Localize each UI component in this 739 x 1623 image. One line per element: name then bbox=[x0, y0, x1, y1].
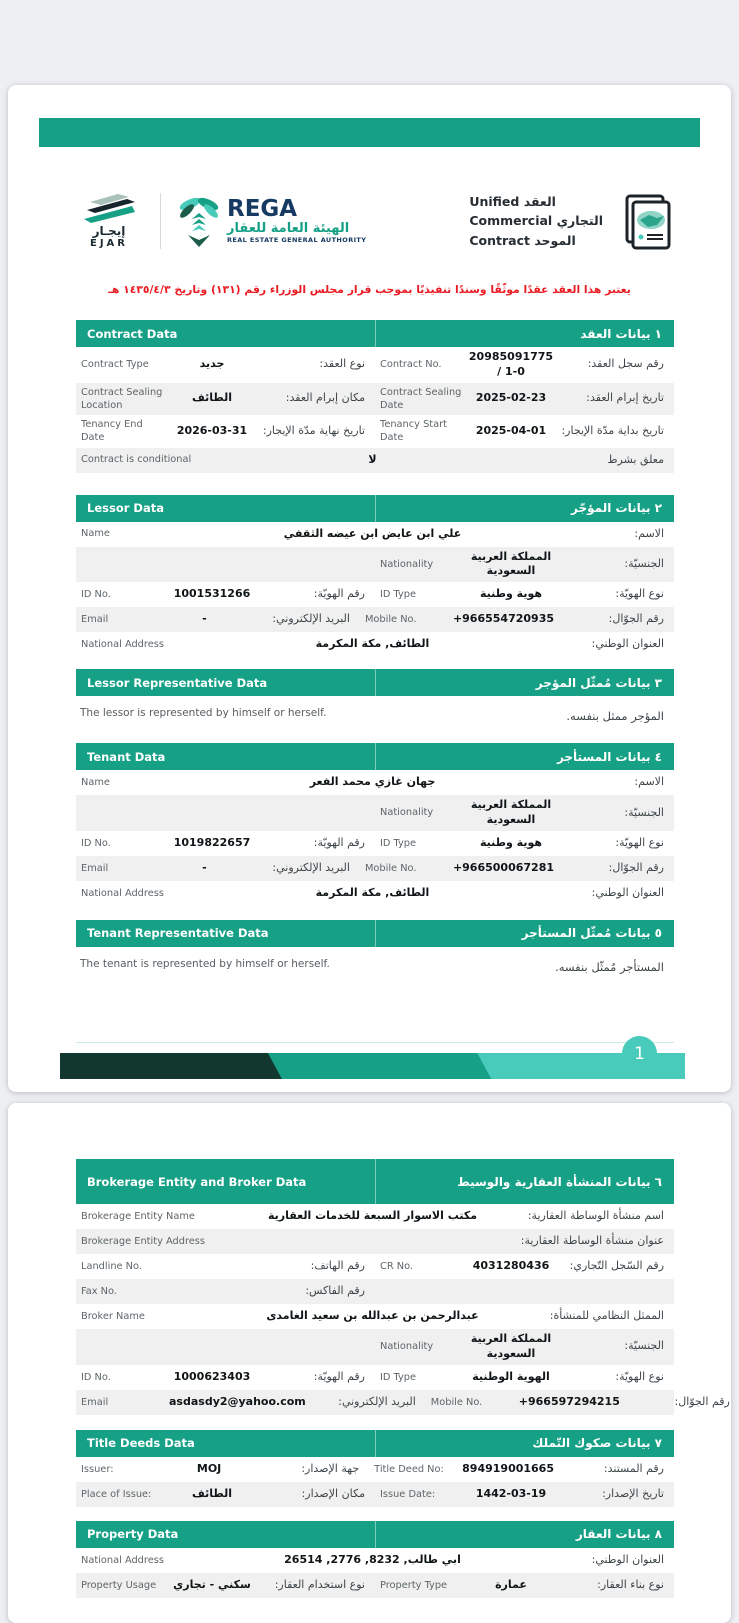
field-value: المملكة العربية السعودية bbox=[470, 798, 552, 827]
section-title-ar: ٥ بيانات مُمثّل المستأجر bbox=[521, 926, 662, 941]
representative-note-en: The tenant is represented by himself or herself. bbox=[80, 957, 330, 970]
field-label-ar: رقم المستند: bbox=[603, 1461, 664, 1475]
field-label-ar: البريد الإلكتروني: bbox=[272, 861, 350, 875]
field-value: 1000623403 bbox=[173, 1369, 251, 1383]
field-value: 1442-03-19 bbox=[475, 1486, 547, 1500]
table-row bbox=[76, 347, 674, 383]
field-label-ar: رقم الجوّال: bbox=[608, 612, 664, 626]
section-lessor-representative bbox=[76, 669, 674, 735]
field-label-en: Contract Type bbox=[81, 359, 149, 371]
field-label-en: CR No. bbox=[380, 1260, 414, 1272]
table-row bbox=[76, 607, 674, 632]
field-value: - bbox=[202, 861, 207, 875]
field-label-en: ID No. bbox=[81, 837, 111, 849]
section-title-en: Lessor Data bbox=[87, 501, 164, 516]
table-row bbox=[76, 547, 674, 583]
field-value: هوية وطنية bbox=[479, 587, 542, 601]
field-label-ar: مكان إبرام العقد: bbox=[285, 391, 365, 405]
field-label-ar: رقم السّجل التّجاري: bbox=[569, 1259, 664, 1273]
field-label-en: ID No. bbox=[81, 589, 111, 601]
ejar-logo-english: EJAR bbox=[90, 238, 128, 249]
field-label-ar: رقم الهويّة: bbox=[313, 587, 365, 601]
field-label-ar: رقم الهاتف: bbox=[310, 1259, 365, 1273]
contract-page-1 bbox=[8, 85, 731, 1092]
table-row bbox=[76, 795, 674, 831]
contract-page-2 bbox=[8, 1103, 731, 1623]
section-title-ar: ٦ بيانات المنشأة العقارية والوسيط bbox=[457, 1174, 662, 1189]
section-tenant-data bbox=[76, 743, 674, 906]
field-label-ar: اسم منشأة الوساطة العقارية: bbox=[527, 1209, 664, 1223]
section-contract-data bbox=[76, 320, 674, 473]
field-value bbox=[231, 1239, 514, 1245]
field-label-en: ID Type bbox=[380, 837, 417, 849]
field-label-ar: العنوان الوطني: bbox=[591, 1552, 664, 1566]
field-label-en: Mobile No. bbox=[430, 1396, 483, 1408]
table-row bbox=[76, 415, 674, 447]
contract-handshake-icon bbox=[613, 190, 675, 252]
top-accent-bar bbox=[39, 118, 700, 147]
table-row bbox=[76, 1204, 674, 1229]
field-value: 894919001665 bbox=[462, 1461, 554, 1475]
field-label-ar: الاسم: bbox=[634, 526, 664, 540]
title-line1-ar: العقد bbox=[523, 193, 556, 209]
field-value: 2025-02-23 bbox=[475, 391, 547, 405]
field-label-en: Title Deed No: bbox=[374, 1463, 444, 1475]
table-row bbox=[76, 1457, 674, 1482]
table-row bbox=[76, 1390, 730, 1415]
field-label-ar: رقم الجوّال: bbox=[608, 861, 664, 875]
field-value: +966554720935 bbox=[452, 612, 554, 626]
field-label-ar: معلق بشرط bbox=[607, 452, 664, 466]
field-label-ar: البريد الإلكتروني: bbox=[338, 1394, 416, 1408]
section-header bbox=[76, 320, 674, 347]
field-label-ar: العنوان الوطني: bbox=[591, 886, 664, 900]
field-value: جهان غازي محمد الفعر bbox=[309, 775, 436, 789]
field-value: الطائف bbox=[192, 391, 232, 405]
ejar-logo bbox=[74, 193, 144, 249]
field-value: asdasdy2@yahoo.com bbox=[169, 1394, 306, 1408]
field-value: 20985091775 / 1-0 bbox=[468, 350, 554, 378]
document-header bbox=[74, 183, 675, 259]
field-label-en: Mobile No. bbox=[364, 614, 417, 626]
field-label-en: ID Type bbox=[380, 1371, 417, 1383]
section-title-ar: ٣ بيانات مُمثّل المؤجر bbox=[535, 675, 662, 690]
field-value: - bbox=[202, 612, 207, 626]
section-title-en: Title Deeds Data bbox=[87, 1436, 195, 1451]
field-value: +966597294215 bbox=[518, 1394, 620, 1408]
field-value: 2026-03-31 bbox=[176, 423, 248, 437]
table-row bbox=[76, 856, 674, 881]
field-label-en: Place of Issue: bbox=[81, 1488, 152, 1500]
table-row bbox=[76, 1548, 674, 1573]
section-header bbox=[76, 495, 674, 522]
field-value: 1001531266 bbox=[173, 587, 251, 601]
section-property-data bbox=[76, 1521, 674, 1598]
section-title-en: Tenant Representative Data bbox=[87, 926, 269, 941]
field-label-en: Email bbox=[81, 1396, 109, 1408]
field-value: هوية وطنية bbox=[479, 836, 542, 850]
section-header bbox=[76, 1159, 674, 1204]
field-label-ar: الجنسيّة: bbox=[624, 556, 664, 570]
rega-english-subtitle: REAL ESTATE GENERAL AUTHORITY bbox=[227, 236, 367, 245]
field-value: مكتب الاسوار السبعة للخدمات العقارية bbox=[267, 1209, 478, 1223]
table-row bbox=[76, 1365, 674, 1390]
table-row bbox=[76, 1482, 674, 1507]
table-row bbox=[76, 522, 674, 547]
field-label-en: National Address bbox=[81, 639, 164, 651]
table-row bbox=[76, 831, 674, 856]
field-label-ar: الاسم: bbox=[634, 775, 664, 789]
field-label-en: National Address bbox=[81, 887, 164, 899]
field-label-ar: مكان الإصدار: bbox=[301, 1486, 365, 1500]
field-value: عمارة bbox=[495, 1577, 527, 1591]
field-label-ar: الجنسيّة: bbox=[624, 805, 664, 819]
field-label-en: Fax No. bbox=[81, 1285, 117, 1297]
field-value: لا bbox=[368, 452, 377, 466]
rega-name: REGA bbox=[227, 195, 298, 222]
field-label-en: National Address bbox=[81, 1554, 164, 1566]
contract-title-block bbox=[469, 190, 675, 252]
field-label-ar: تاريخ نهاية مدّة الإيجار: bbox=[262, 423, 365, 437]
table-row bbox=[76, 1254, 674, 1279]
section-header bbox=[76, 669, 674, 696]
rega-logo-text bbox=[227, 195, 367, 245]
ejar-logo-arabic: إيجـار bbox=[92, 224, 126, 238]
field-label-ar: الجنسيّة: bbox=[624, 1339, 664, 1353]
field-value: 4031280436 bbox=[472, 1259, 550, 1273]
field-label-ar: تاريخ الإصدار: bbox=[602, 1486, 664, 1500]
table-row bbox=[76, 1573, 674, 1598]
rega-logo bbox=[177, 195, 366, 247]
field-label-ar: رقم الجوّال: bbox=[674, 1394, 730, 1408]
field-value: +966500067281 bbox=[452, 861, 554, 875]
field-label-en: Contract No. bbox=[380, 359, 442, 371]
field-value: علي ابن عايض ابن عيضه الثقفي bbox=[283, 526, 462, 540]
field-label-ar: العنوان الوطني: bbox=[591, 637, 664, 651]
title-line3-en: Contract bbox=[469, 232, 530, 248]
table-row bbox=[76, 448, 674, 473]
field-label-en: Contract Sealing Date bbox=[380, 386, 462, 411]
field-label-en: Nationality bbox=[380, 807, 434, 819]
field-label-ar: البريد الإلكتروني: bbox=[272, 612, 350, 626]
table-row bbox=[76, 1304, 674, 1329]
section-title-en: Tenant Data bbox=[87, 749, 166, 764]
field-value: ابي طالب, 8232, 2776, 26514 bbox=[284, 1552, 461, 1566]
section-header bbox=[76, 743, 674, 770]
field-label-en: Broker Name bbox=[81, 1310, 145, 1322]
field-label-en: Tenancy Start Date bbox=[380, 419, 447, 444]
field-label-ar: نوع بناء العقار: bbox=[597, 1577, 664, 1591]
footer-segment-dark bbox=[60, 1053, 282, 1079]
section-title-ar: ١ بيانات العقد bbox=[580, 326, 662, 341]
title-line2-ar: التجاري bbox=[556, 213, 603, 229]
field-label-en: Landline No. bbox=[81, 1260, 142, 1272]
field-label-en: Tenancy End Date bbox=[81, 419, 143, 444]
section-header bbox=[76, 1521, 674, 1548]
table-row bbox=[76, 881, 674, 906]
field-value: الطائف, مكة المكرمة bbox=[315, 886, 430, 900]
field-label-ar: تاريخ إبرام العقد: bbox=[586, 391, 664, 405]
table-row bbox=[76, 383, 674, 415]
table-row bbox=[76, 632, 674, 657]
field-label-en: Name bbox=[81, 777, 110, 789]
representative-note-en: The lessor is represented by himself or herself. bbox=[80, 707, 327, 720]
section-brokerage-data bbox=[76, 1159, 730, 1415]
field-value: 2025-04-01 bbox=[475, 423, 547, 437]
section-title-ar: ٧ بيانات صكوك التّملك bbox=[532, 1436, 662, 1451]
field-label-ar: رقم سجل العقد: bbox=[587, 357, 664, 371]
section-title-en: Property Data bbox=[87, 1527, 179, 1542]
field-label-en: Name bbox=[81, 528, 110, 540]
field-label-ar: الممثل النظامي للمنشأة: bbox=[549, 1309, 664, 1323]
title-line1-en: Unified bbox=[469, 193, 520, 209]
table-row bbox=[76, 1229, 674, 1254]
field-value: 1019822657 bbox=[173, 836, 251, 850]
field-label-en: Brokerage Entity Address bbox=[81, 1235, 206, 1247]
section-title-ar: ٢ بيانات المؤجّر bbox=[571, 501, 662, 516]
field-label-en: Nationality bbox=[380, 558, 434, 570]
title-line2-en: Commercial bbox=[469, 213, 553, 229]
field-label-ar: رقم الهويّة: bbox=[313, 836, 365, 850]
field-value: عبدالرحمن بن عبدالله بن سعيد الغامدى bbox=[266, 1309, 479, 1323]
section-header bbox=[76, 920, 674, 947]
field-label-en: Property Type bbox=[380, 1579, 448, 1591]
field-value: جديد bbox=[199, 357, 225, 371]
field-label-en: Email bbox=[81, 862, 109, 874]
section-title-ar: ٨ بيانات العقار bbox=[575, 1527, 662, 1542]
section-header bbox=[76, 1430, 674, 1457]
field-label-ar: رقم الفاكس: bbox=[305, 1284, 365, 1298]
field-label-en: Property Usage bbox=[81, 1579, 157, 1591]
field-label-ar: نوع العقد: bbox=[319, 357, 365, 371]
table-row bbox=[76, 770, 674, 795]
section-title-en: Lessor Representative Data bbox=[87, 675, 268, 690]
field-value: سكني - تجاري bbox=[173, 1577, 251, 1591]
field-label-ar: نوع استخدام العقار: bbox=[274, 1577, 365, 1591]
rega-arabic-name: الهيئة العامة للعقار bbox=[227, 220, 350, 236]
footer-divider bbox=[76, 1042, 674, 1043]
representative-note bbox=[76, 696, 674, 735]
field-label-en: ID No. bbox=[81, 1371, 111, 1383]
field-label-en: Brokerage Entity Name bbox=[81, 1210, 195, 1222]
field-label-ar: نوع الهويّة: bbox=[615, 587, 664, 601]
representative-note bbox=[76, 947, 674, 986]
field-label-ar: تاريخ بداية مدّة الإيجار: bbox=[561, 423, 664, 437]
field-value: الطائف, مكة المكرمة bbox=[315, 637, 430, 651]
title-line3-ar: الموحد bbox=[534, 232, 576, 248]
field-label-en: Issuer: bbox=[81, 1463, 114, 1475]
legal-notice: يعتبر هذا العقد عقدًا موثّقًا وسندًا تنفيذيًا بموجب قرار مجلس الوزراء رقم (١٣١) وتاريخ ١٤٣٥/٤/٣ هـ bbox=[108, 283, 631, 296]
field-label-ar: نوع الهويّة: bbox=[615, 1369, 664, 1383]
table-row bbox=[76, 1329, 674, 1365]
section-title-en: Contract Data bbox=[87, 326, 178, 341]
field-value bbox=[167, 1264, 257, 1270]
palm-tree-icon bbox=[177, 195, 221, 247]
field-label-ar: نوع الهويّة: bbox=[615, 836, 664, 850]
field-label-ar: رقم الهويّة: bbox=[313, 1369, 365, 1383]
field-label-en: Contract is conditional bbox=[81, 454, 192, 466]
field-label-en: Contract Sealing Location bbox=[81, 386, 163, 411]
section-title-en: Brokerage Entity and Broker Data bbox=[87, 1174, 307, 1189]
field-label-en: Mobile No. bbox=[364, 862, 417, 874]
contract-title-text bbox=[469, 192, 603, 250]
ejar-logo-icon bbox=[82, 193, 136, 223]
section-tenant-representative bbox=[76, 920, 674, 986]
field-value: المملكة العربية السعودية bbox=[470, 1332, 552, 1360]
section-lessor-data bbox=[76, 495, 674, 658]
field-label-en: Email bbox=[81, 614, 109, 626]
field-label-ar: جهة الإصدار: bbox=[301, 1461, 360, 1475]
logo-divider bbox=[160, 193, 161, 249]
field-value: الهوية الوطنية bbox=[472, 1369, 550, 1383]
field-value: الطائف bbox=[192, 1486, 232, 1500]
field-label-ar: عنوان منشأة الوساطة العقارية: bbox=[520, 1234, 664, 1248]
representative-note-ar: المستأجر مُمثّل بنفسه. bbox=[555, 959, 664, 974]
field-label-en: Issue Date: bbox=[380, 1488, 436, 1500]
page-number-badge: 1 bbox=[622, 1036, 657, 1071]
section-title-ar: ٤ بيانات المستأجر bbox=[556, 749, 662, 764]
page-footer-bar bbox=[60, 1043, 685, 1079]
field-value: المملكة العربية السعودية bbox=[470, 549, 552, 578]
field-label-en: ID Type bbox=[380, 589, 417, 601]
section-title-deeds bbox=[76, 1430, 674, 1507]
field-label-en: Nationality bbox=[380, 1341, 434, 1353]
field-value bbox=[167, 1289, 257, 1295]
field-value: MOJ bbox=[196, 1461, 222, 1475]
table-row bbox=[76, 1279, 674, 1304]
representative-note-ar: المؤجر ممثل بنفسه. bbox=[566, 709, 664, 724]
table-row bbox=[76, 582, 674, 607]
